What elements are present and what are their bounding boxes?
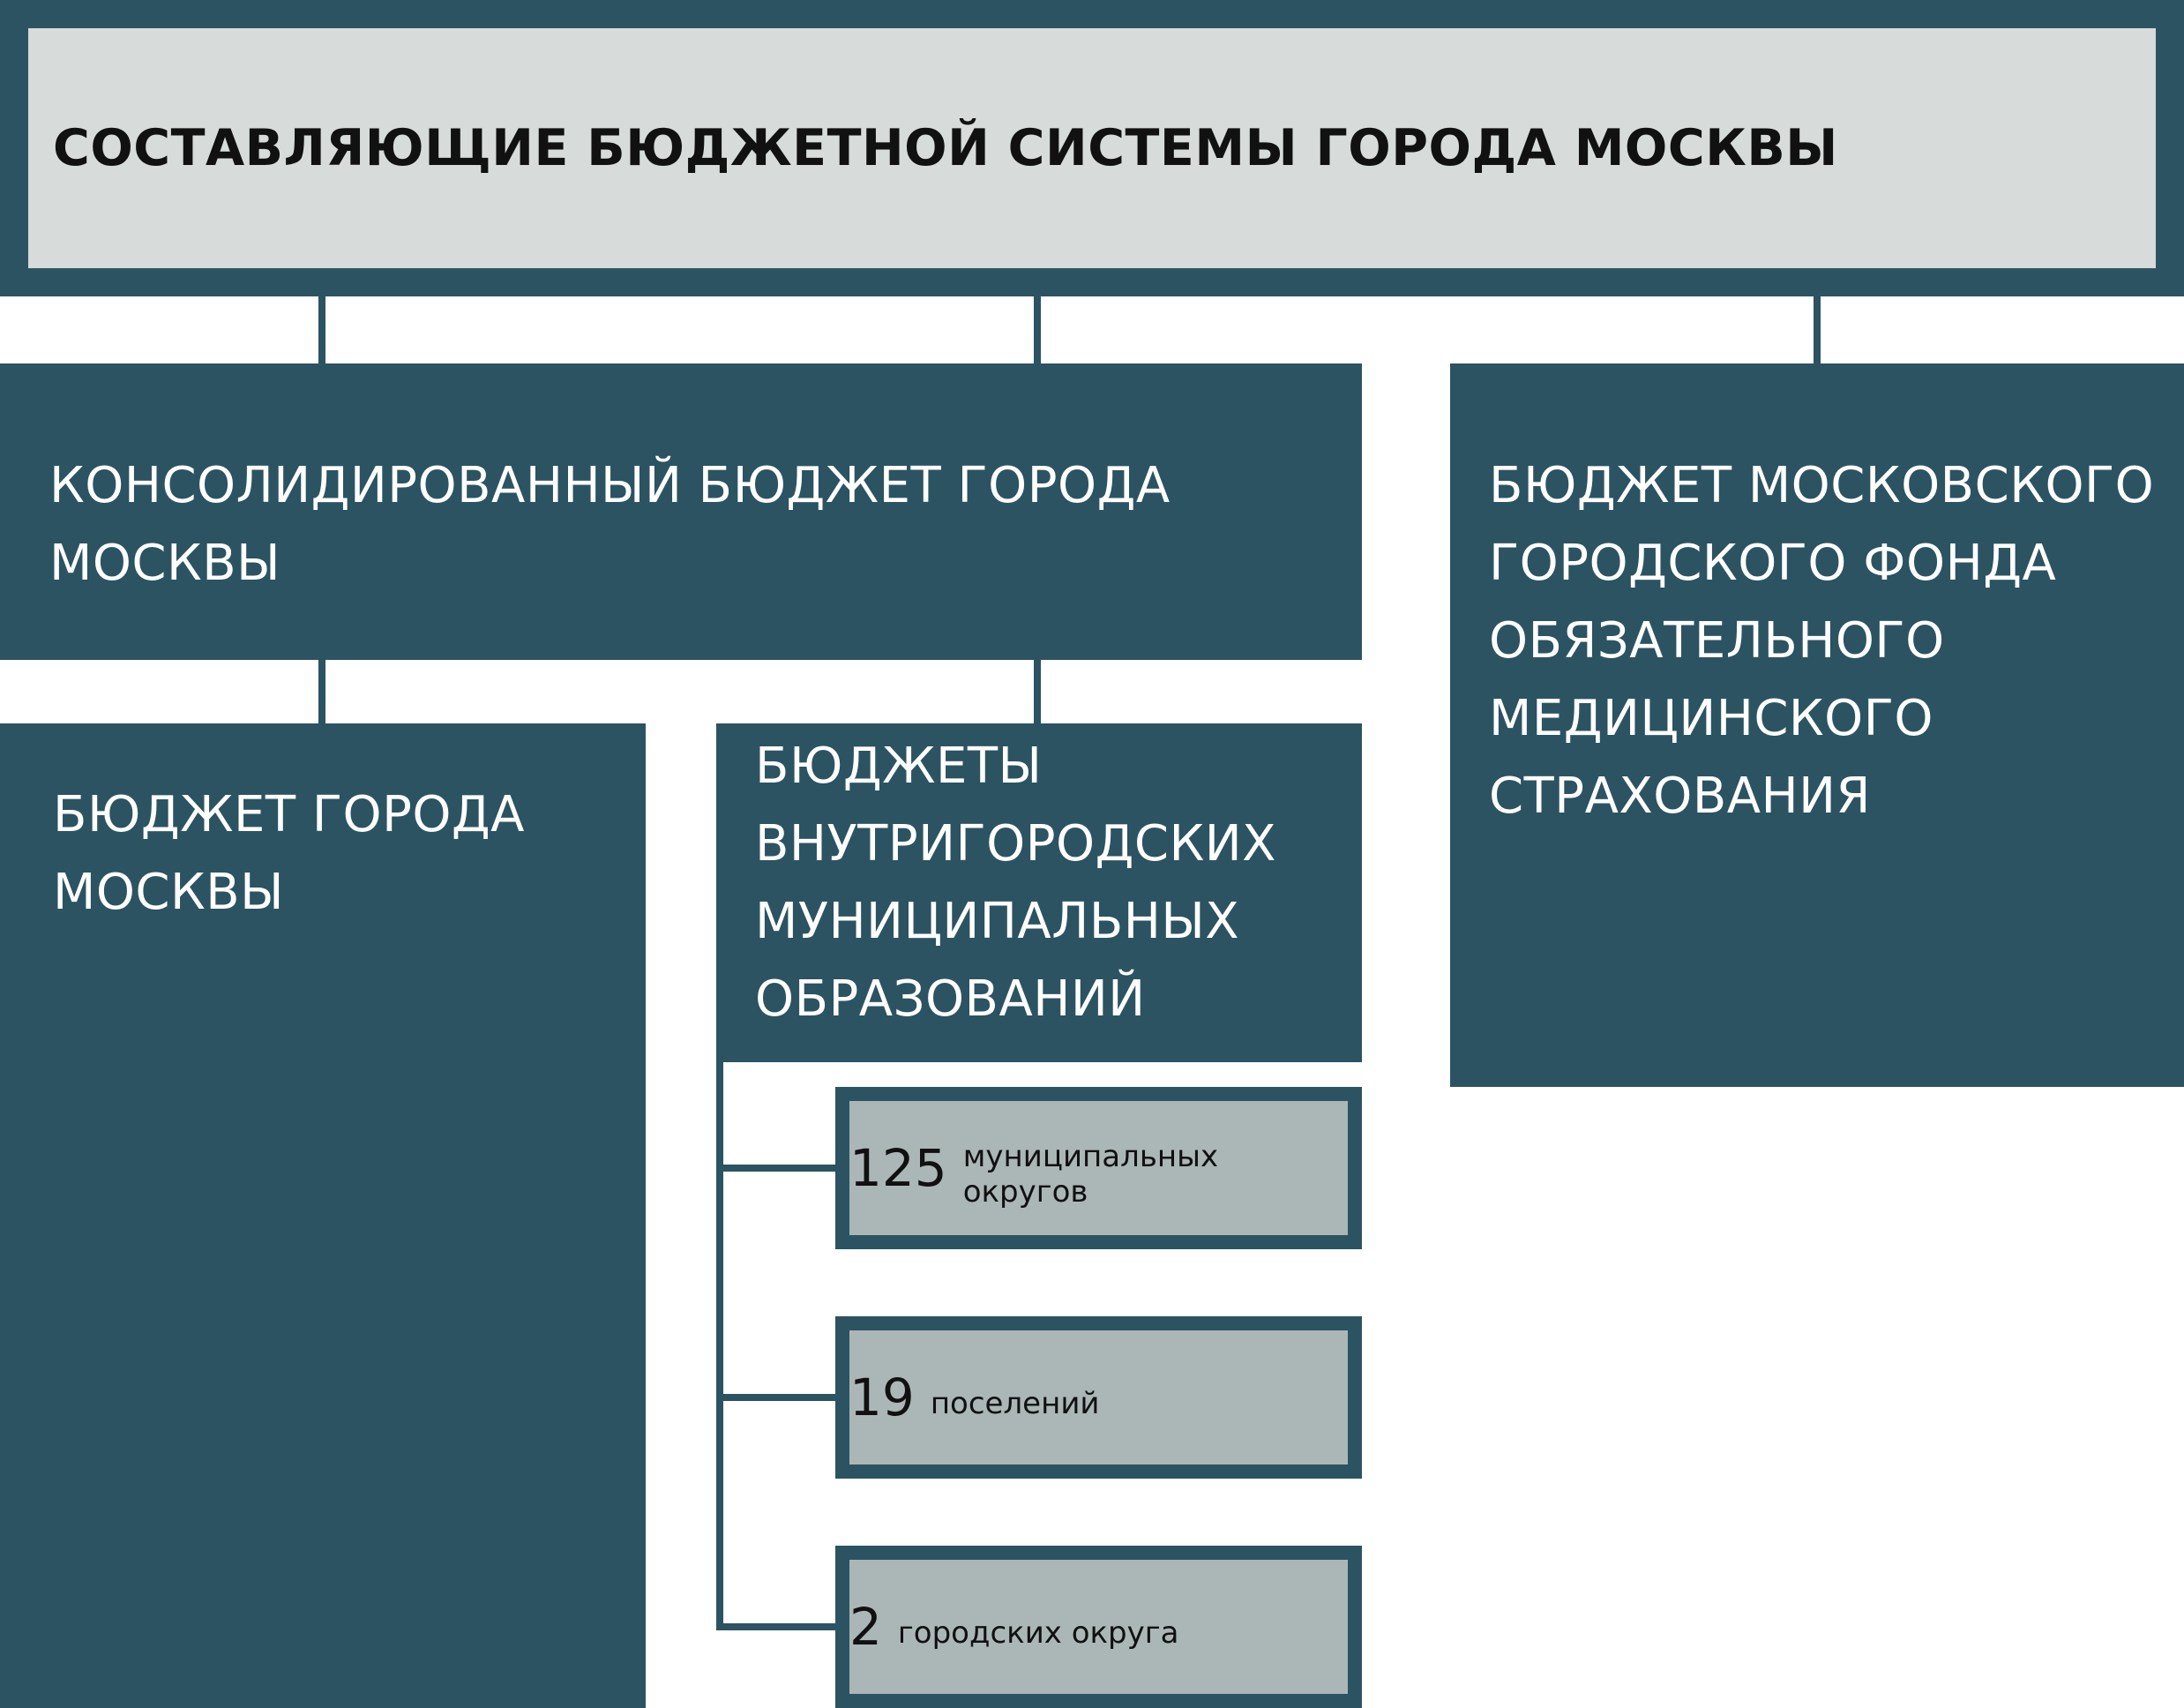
connector-consolidated-municipal — [1034, 660, 1041, 723]
node-consolidated-line-1: КОНСОЛИДИРОВАННЫЙ БЮДЖЕТ ГОРОДА — [49, 457, 1171, 514]
node-municipal-line-4: ОБРАЗОВАНИЙ — [755, 970, 1146, 1028]
node-municipal-budgets — [716, 723, 1362, 1062]
count-box-city-districts — [835, 1546, 1362, 1708]
node-oms-line-5: СТРАХОВАНИЯ — [1489, 768, 1871, 825]
connector-municipal-trunk — [716, 1062, 723, 1630]
node-oms-line-2: ГОРОДСКОГО ФОНДА — [1489, 535, 2057, 592]
count-label: муниципальных округов — [962, 1139, 1219, 1210]
node-municipal-line-1: БЮДЖЕТЫ — [755, 738, 1043, 795]
count-inner — [849, 1560, 1348, 1694]
node-oms-line-4: МЕДИЦИНСКОГО — [1489, 690, 1933, 747]
node-oms-line-1: БЮДЖЕТ МОСКОВСКОГО — [1489, 457, 2155, 514]
count-box-municipal-districts — [835, 1087, 1362, 1249]
count-inner — [849, 1101, 1348, 1235]
node-municipal-line-2: ВНУТРИГОРОДСКИХ — [755, 815, 1276, 873]
connector-title-consolidated-right — [1034, 296, 1041, 363]
node-municipal-line-3: МУНИЦИПАЛЬНЫХ — [755, 893, 1240, 950]
count-inner — [849, 1330, 1348, 1465]
connector-title-consolidated-left — [318, 296, 325, 363]
count-label: поселений — [930, 1386, 1100, 1421]
connector-title-oms — [1814, 296, 1821, 363]
count-number: 2 — [849, 1597, 882, 1657]
node-oms-line-3: ОБЯЗАТЕЛЬНОГО — [1489, 612, 1945, 670]
node-city-line-2: МОСКВЫ — [53, 864, 285, 921]
count-label: городских округа — [897, 1615, 1179, 1651]
title-box — [28, 28, 2156, 268]
node-oms-fund-budget — [1450, 363, 2184, 1087]
connector-branch-1 — [716, 1165, 835, 1172]
diagram-title: СОСТАВЛЯЮЩИЕ БЮДЖЕТНОЙ СИСТЕМЫ ГОРОДА МОСКВЫ — [53, 119, 1838, 177]
connector-branch-3 — [716, 1623, 835, 1630]
count-box-settlements — [835, 1316, 1362, 1479]
count-number: 19 — [849, 1367, 915, 1427]
node-city-line-1: БЮДЖЕТ ГОРОДА — [53, 786, 525, 843]
node-consolidated-line-2: МОСКВЫ — [49, 535, 281, 592]
node-city-budget — [0, 723, 646, 1708]
count-number: 125 — [849, 1138, 947, 1198]
connector-branch-2 — [716, 1394, 835, 1401]
connector-consolidated-city — [318, 660, 325, 723]
node-consolidated-budget — [0, 363, 1362, 660]
